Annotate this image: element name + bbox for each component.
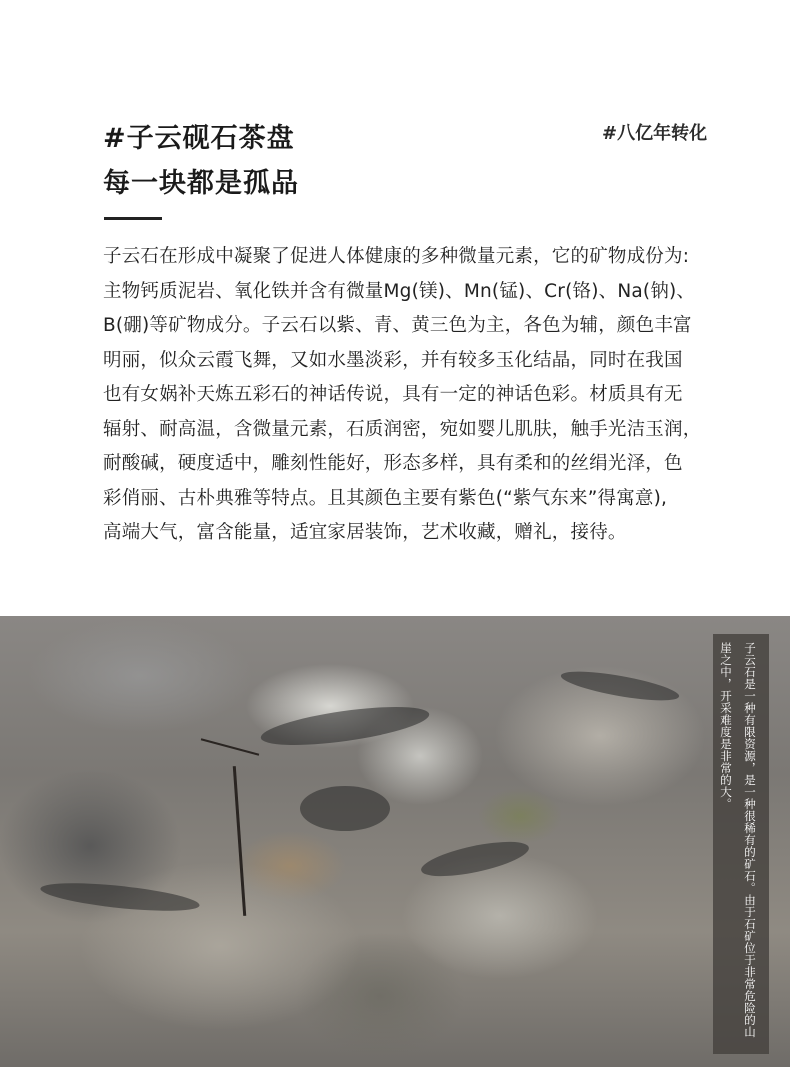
description-line: 也有女娲补天炼五彩石的神话传说，具有一定的神话色彩。材质具有无	[103, 384, 683, 405]
description-line: 主物钙质泥岩、氧化铁并含有微量Mg(镁)、Mn(锰)、Cr(铬)、Na(钠)、	[103, 280, 696, 302]
description-line: 高端大气，富含能量，适宜家居装饰，艺术收藏，赠礼，接待。	[103, 522, 627, 543]
title-divider	[104, 217, 162, 220]
caption-text: 崖之中，开采难度是非常的大。	[719, 642, 733, 810]
rock-crack	[559, 666, 681, 707]
root-strand	[201, 738, 259, 755]
tagline: #八亿年转化	[602, 123, 708, 144]
caption-text: 子云石是一种有限资源，是一种很稀有的矿石。由于石矿位于非常危险的山	[743, 642, 757, 1038]
description-line: 彩俏丽、古朴典雅等特点。且其颜色主要有紫色(“紫气东来”得寓意),	[103, 487, 668, 509]
description-line: 子云石在形成中凝聚了促进人体健康的多种微量元素，它的矿物成份为:	[103, 246, 690, 267]
rock-crack	[418, 835, 531, 883]
rock-crack	[300, 786, 390, 831]
rock-crack	[39, 878, 200, 917]
page-title: #子云砚石茶盘	[103, 123, 295, 154]
description-line: 辐射、耐高温，含微量元素，石质润密，宛如婴儿肌肤，触手光洁玉润，	[103, 418, 702, 440]
description-paragraph	[103, 240, 753, 551]
root-strand	[233, 766, 246, 916]
photo-caption	[713, 634, 769, 1054]
description-line: B(硼)等矿物成分。子云石以紫、青、黄三色为主，各色为辅，颜色丰富	[103, 315, 692, 336]
page-subtitle: 每一块都是孤品	[103, 168, 299, 199]
rock-crack	[259, 699, 432, 752]
description-line: 明丽，似众云霞飞舞，又如水墨淡彩，并有较多玉化结晶，同时在我国	[103, 349, 683, 371]
description-line: 耐酸碱，硬度适中，雕刻性能好，形态多样，具有柔和的丝绢光泽，色	[103, 453, 683, 474]
rock-cliff-photo	[0, 616, 790, 1067]
